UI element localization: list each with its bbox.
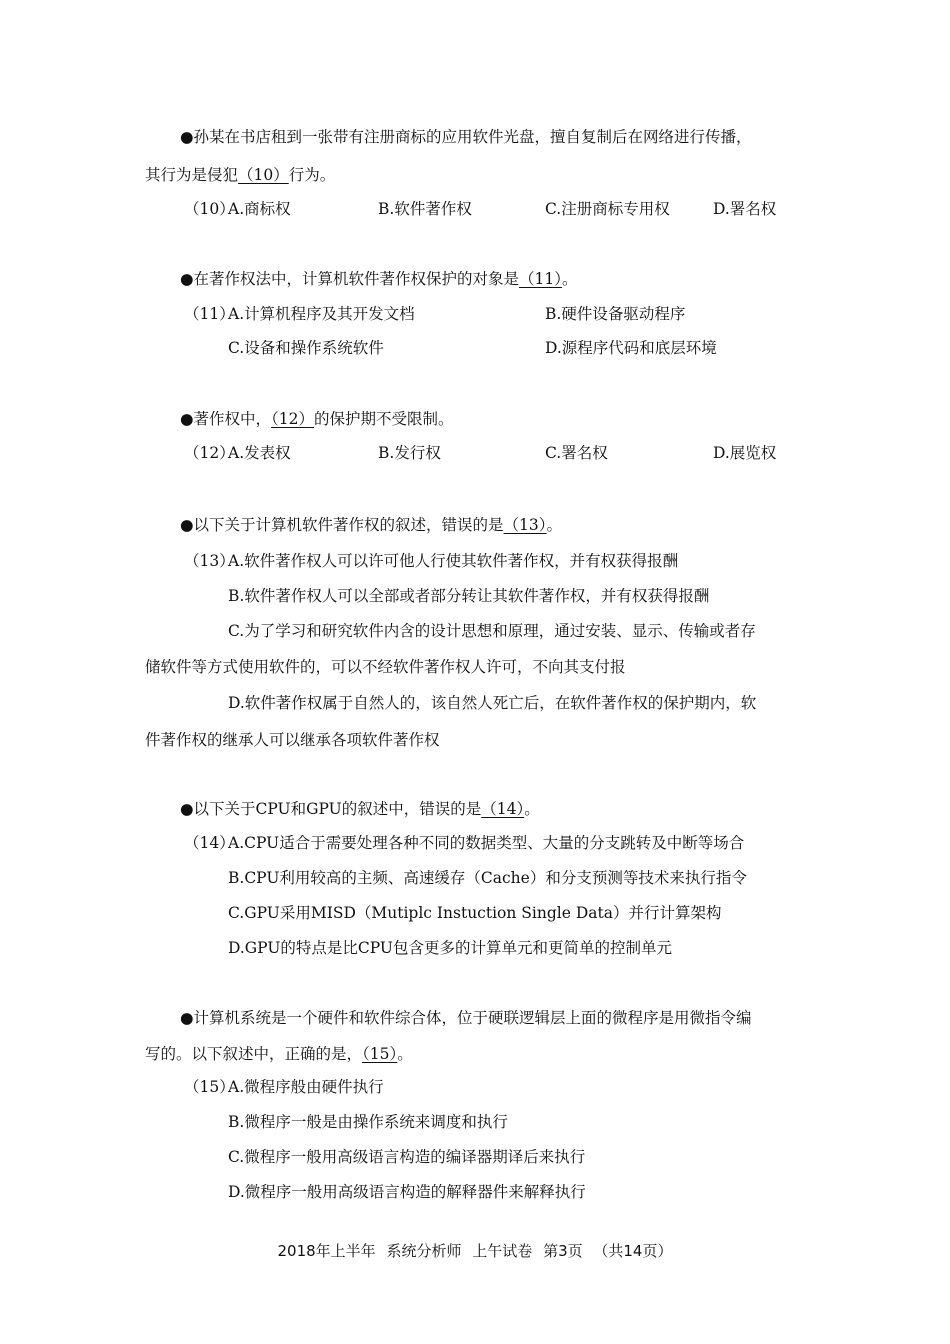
option-d: D.展览权 [713, 444, 777, 462]
option-d: D.软件著作权属于自然人的，该自然人死亡后，在软件著作权的保护期内，软 [228, 694, 757, 712]
option-label: （15） [184, 1078, 235, 1096]
question-stem [180, 408, 454, 430]
question-stem [145, 164, 335, 186]
stem-text: 写的。以下叙述中，正确的是， [145, 1045, 363, 1063]
question-stem [180, 798, 540, 820]
stem-text: 。 [397, 1045, 413, 1063]
option-a: A.微程序般由硬件执行 [228, 1078, 384, 1096]
option-label: （13） [184, 552, 235, 570]
question-stem [145, 1043, 413, 1065]
option-c: C.为了学习和研究软件内含的设计思想和原理，通过安装、显示、传输或者存 [228, 622, 756, 640]
footer-year: 2018年上半年 [277, 1242, 376, 1260]
option-c: C.注册商标专用权 [545, 200, 670, 218]
option-c-continued: 储软件等方式使用软件的，可以不经软件著作权人许可，不向其支付报 [145, 658, 626, 676]
option-c: C.设备和操作系统软件 [228, 339, 384, 357]
stem-text: ●以下关于计算机软件著作权的叙述，错误的是 [180, 516, 504, 534]
page-footer [0, 1240, 950, 1262]
footer-paper: 上午试卷 [472, 1242, 533, 1260]
footer-page: 第3页 [543, 1242, 583, 1260]
answer-blank: （14） [481, 800, 525, 818]
footer-exam: 系统分析师 [386, 1242, 462, 1260]
stem-text: 。 [524, 800, 540, 818]
option-b: B.微程序一般是由操作系统来调度和执行 [228, 1113, 508, 1131]
stem-text: ●著作权中， [180, 410, 272, 428]
question-stem [180, 514, 562, 536]
option-c: C.署名权 [545, 444, 608, 462]
answer-blank: （13） [503, 516, 547, 534]
stem-text: 。 [546, 516, 563, 534]
answer-blank: （11） [519, 270, 563, 288]
option-b: B.软件著作权 [378, 200, 472, 218]
question-stem: ●孙某在书店租到一张带有注册商标的应用软件光盘，擅自复制后在网络进行传播， [180, 128, 752, 146]
option-b: B.发行权 [378, 444, 441, 462]
option-a: A.软件著作权人可以许可他人行使其软件著作权，并有权获得报酬 [228, 552, 679, 570]
option-b: B.硬件设备驱动程序 [545, 305, 686, 323]
option-d: D.署名权 [713, 200, 777, 218]
option-label: （14） [184, 834, 235, 852]
option-a: A.商标权 [228, 200, 291, 218]
option-label: （10） [184, 200, 235, 218]
option-d-continued: 件著作权的继承人可以继承各项软件著作权 [145, 731, 440, 749]
question-stem: ●计算机系统是一个硬件和软件综合体，位于硬联逻辑层上面的微程序是用微指令编 [180, 1009, 752, 1027]
option-a: A.CPU适合于需要处理各种不同的数据类型、大量的分支跳转及中断等场合 [228, 834, 745, 852]
stem-text: 。 [562, 270, 578, 288]
option-d: D.源程序代码和底层环境 [545, 339, 717, 357]
stem-text: 其行为是侵犯 [145, 166, 239, 184]
answer-blank: （10） [238, 166, 289, 184]
option-d: D.GPU的特点是比CPU包含更多的计算单元和更简单的控制单元 [228, 939, 672, 957]
option-c: C.GPU采用MISD（Mutiplc Instuction Single Data）并行计算架构 [228, 904, 722, 922]
option-d: D.微程序一般用高级语言构造的解释器件来解释执行 [228, 1183, 586, 1201]
stem-text: 行为。 [288, 166, 336, 184]
option-a: A.发表权 [228, 444, 291, 462]
question-stem [180, 268, 578, 290]
option-b: B.CPU利用较高的主频、高速缓存（Cache）和分支预测等技术来执行指令 [228, 869, 747, 887]
stem-text: 的保护期不受限制。 [314, 410, 454, 428]
answer-blank: （12） [271, 410, 315, 428]
option-label: （12） [184, 444, 235, 462]
stem-text: ●在著作权法中，计算机软件著作权保护的对象是 [180, 270, 520, 288]
answer-blank: （15） [362, 1045, 398, 1063]
footer-total: （共14页） [593, 1242, 673, 1260]
option-a: A.计算机程序及其开发文档 [228, 305, 415, 323]
stem-text: ●以下关于CPU和GPU的叙述中，错误的是 [180, 800, 482, 818]
option-b: B.软件著作权人可以全部或者部分转让其软件著作权，并有权获得报酬 [228, 587, 710, 605]
option-c: C.微程序一般用高级语言构造的编译器期译后来执行 [228, 1148, 586, 1166]
option-label: （11） [184, 305, 235, 323]
